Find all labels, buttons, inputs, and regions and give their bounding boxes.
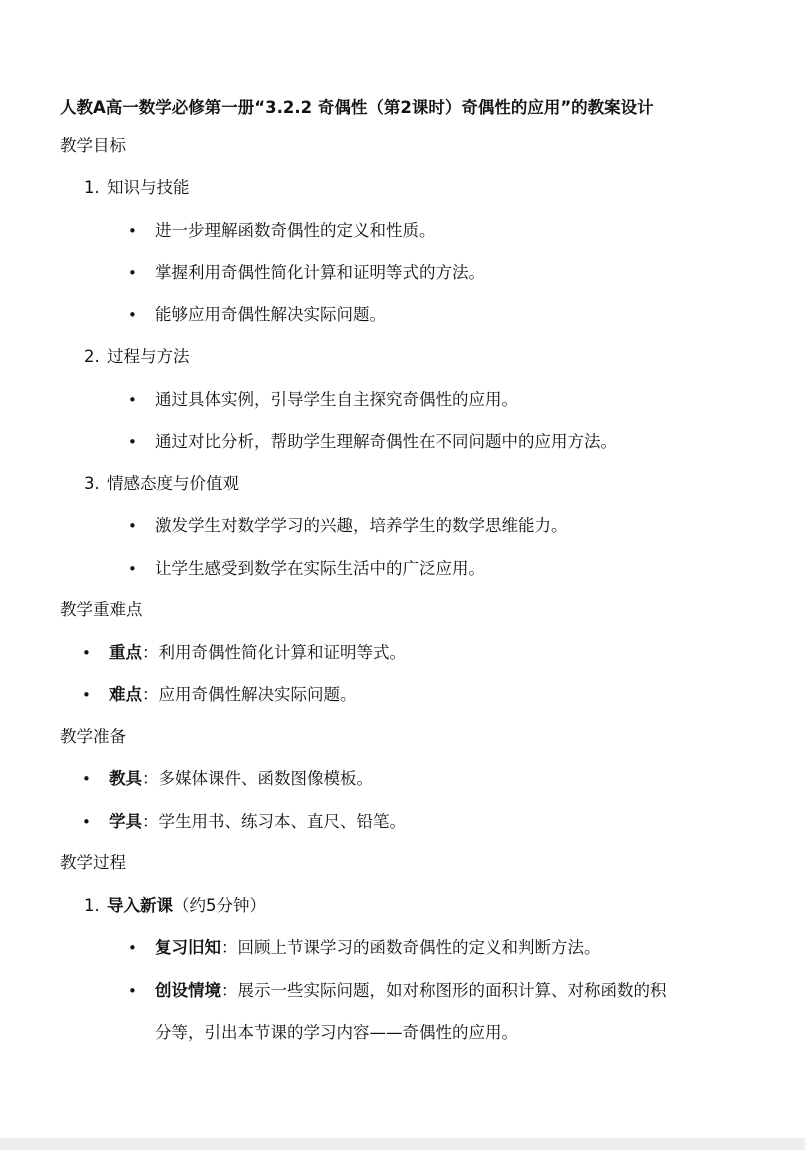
section-heading-objectives: 教学目标 [60,136,126,155]
list-item [128,515,568,537]
list-item-label: 难点 [109,685,142,704]
item-number: 1. [84,178,100,197]
list-item [128,220,436,242]
section-heading-process: 教学过程 [60,853,126,872]
list-item-text: 通过对比分析，帮助学生理解奇偶性在不同问题中的应用方法。 [155,432,617,451]
list-item-label: 重点 [109,643,142,662]
numbered-item [84,346,190,368]
item-label: 过程与方法 [107,347,190,366]
list-item [82,811,406,833]
list-item-text: ：多媒体课件、函数图像模板。 [142,769,373,788]
item-number: 2. [84,347,100,366]
bullet-icon: • [128,939,137,957]
list-item [128,431,617,453]
bullet-icon: • [82,644,91,662]
document-title: 人教A高一数学必修第一册“3.2.2 奇偶性（第2课时）奇偶性的应用”的教案设计 [60,98,654,117]
bullet-icon: • [82,770,91,788]
list-item [128,937,601,959]
bullet-icon: • [128,517,137,535]
list-item-label: 创设情境 [155,981,221,1000]
list-item [82,768,373,790]
list-item-text: ：展示一些实际问题，如对称图形的面积计算、对称函数的积 [221,981,667,1000]
list-item-text: 通过具体实例，引导学生自主探究奇偶性的应用。 [155,390,518,409]
bullet-icon: • [128,391,137,409]
item-note: （约5分钟） [173,896,266,915]
numbered-item [84,473,239,495]
bullet-icon: • [128,264,137,282]
bullet-icon: • [128,982,137,1000]
item-label: 知识与技能 [107,178,190,197]
list-item-label: 复习旧知 [155,938,221,957]
list-item-text: ：应用奇偶性解决实际问题。 [142,685,357,704]
list-item [128,304,386,326]
list-item-label: 教具 [109,769,142,788]
bullet-icon: • [82,813,91,831]
item-number: 1. [84,896,100,915]
list-item-text: ：利用奇偶性简化计算和证明等式。 [142,643,406,662]
list-item [128,980,667,1002]
list-item-text: ：学生用书、练习本、直尺、铅笔。 [142,812,406,831]
list-item-text: 能够应用奇偶性解决实际问题。 [155,305,386,324]
numbered-item [84,895,266,917]
list-item [128,558,485,580]
list-item-label: 学具 [109,812,142,831]
bullet-icon: • [128,222,137,240]
list-item-continuation: 分等，引出本节课的学习内容——奇偶性的应用。 [155,1023,518,1042]
list-item-text: 进一步理解函数奇偶性的定义和性质。 [155,221,436,240]
item-label: 导入新课 [107,896,173,915]
list-item [128,389,518,411]
bullet-icon: • [128,433,137,451]
list-item [82,684,357,706]
list-item-text: 掌握利用奇偶性简化计算和证明等式的方法。 [155,263,485,282]
item-label: 情感态度与价值观 [107,474,239,493]
bullet-icon: • [128,306,137,324]
list-item [82,642,406,664]
section-heading-preparation: 教学准备 [60,727,126,746]
bullet-icon: • [128,560,137,578]
section-heading-key-points: 教学重难点 [60,600,143,619]
list-item [128,262,485,284]
list-item-text: 让学生感受到数学在实际生活中的广泛应用。 [155,559,485,578]
list-item-text: 激发学生对数学学习的兴趣，培养学生的数学思维能力。 [155,516,568,535]
numbered-item [84,177,190,199]
list-item-text: ：回顾上节课学习的函数奇偶性的定义和判断方法。 [221,938,601,957]
item-number: 3. [84,474,100,493]
bullet-icon: • [82,686,91,704]
